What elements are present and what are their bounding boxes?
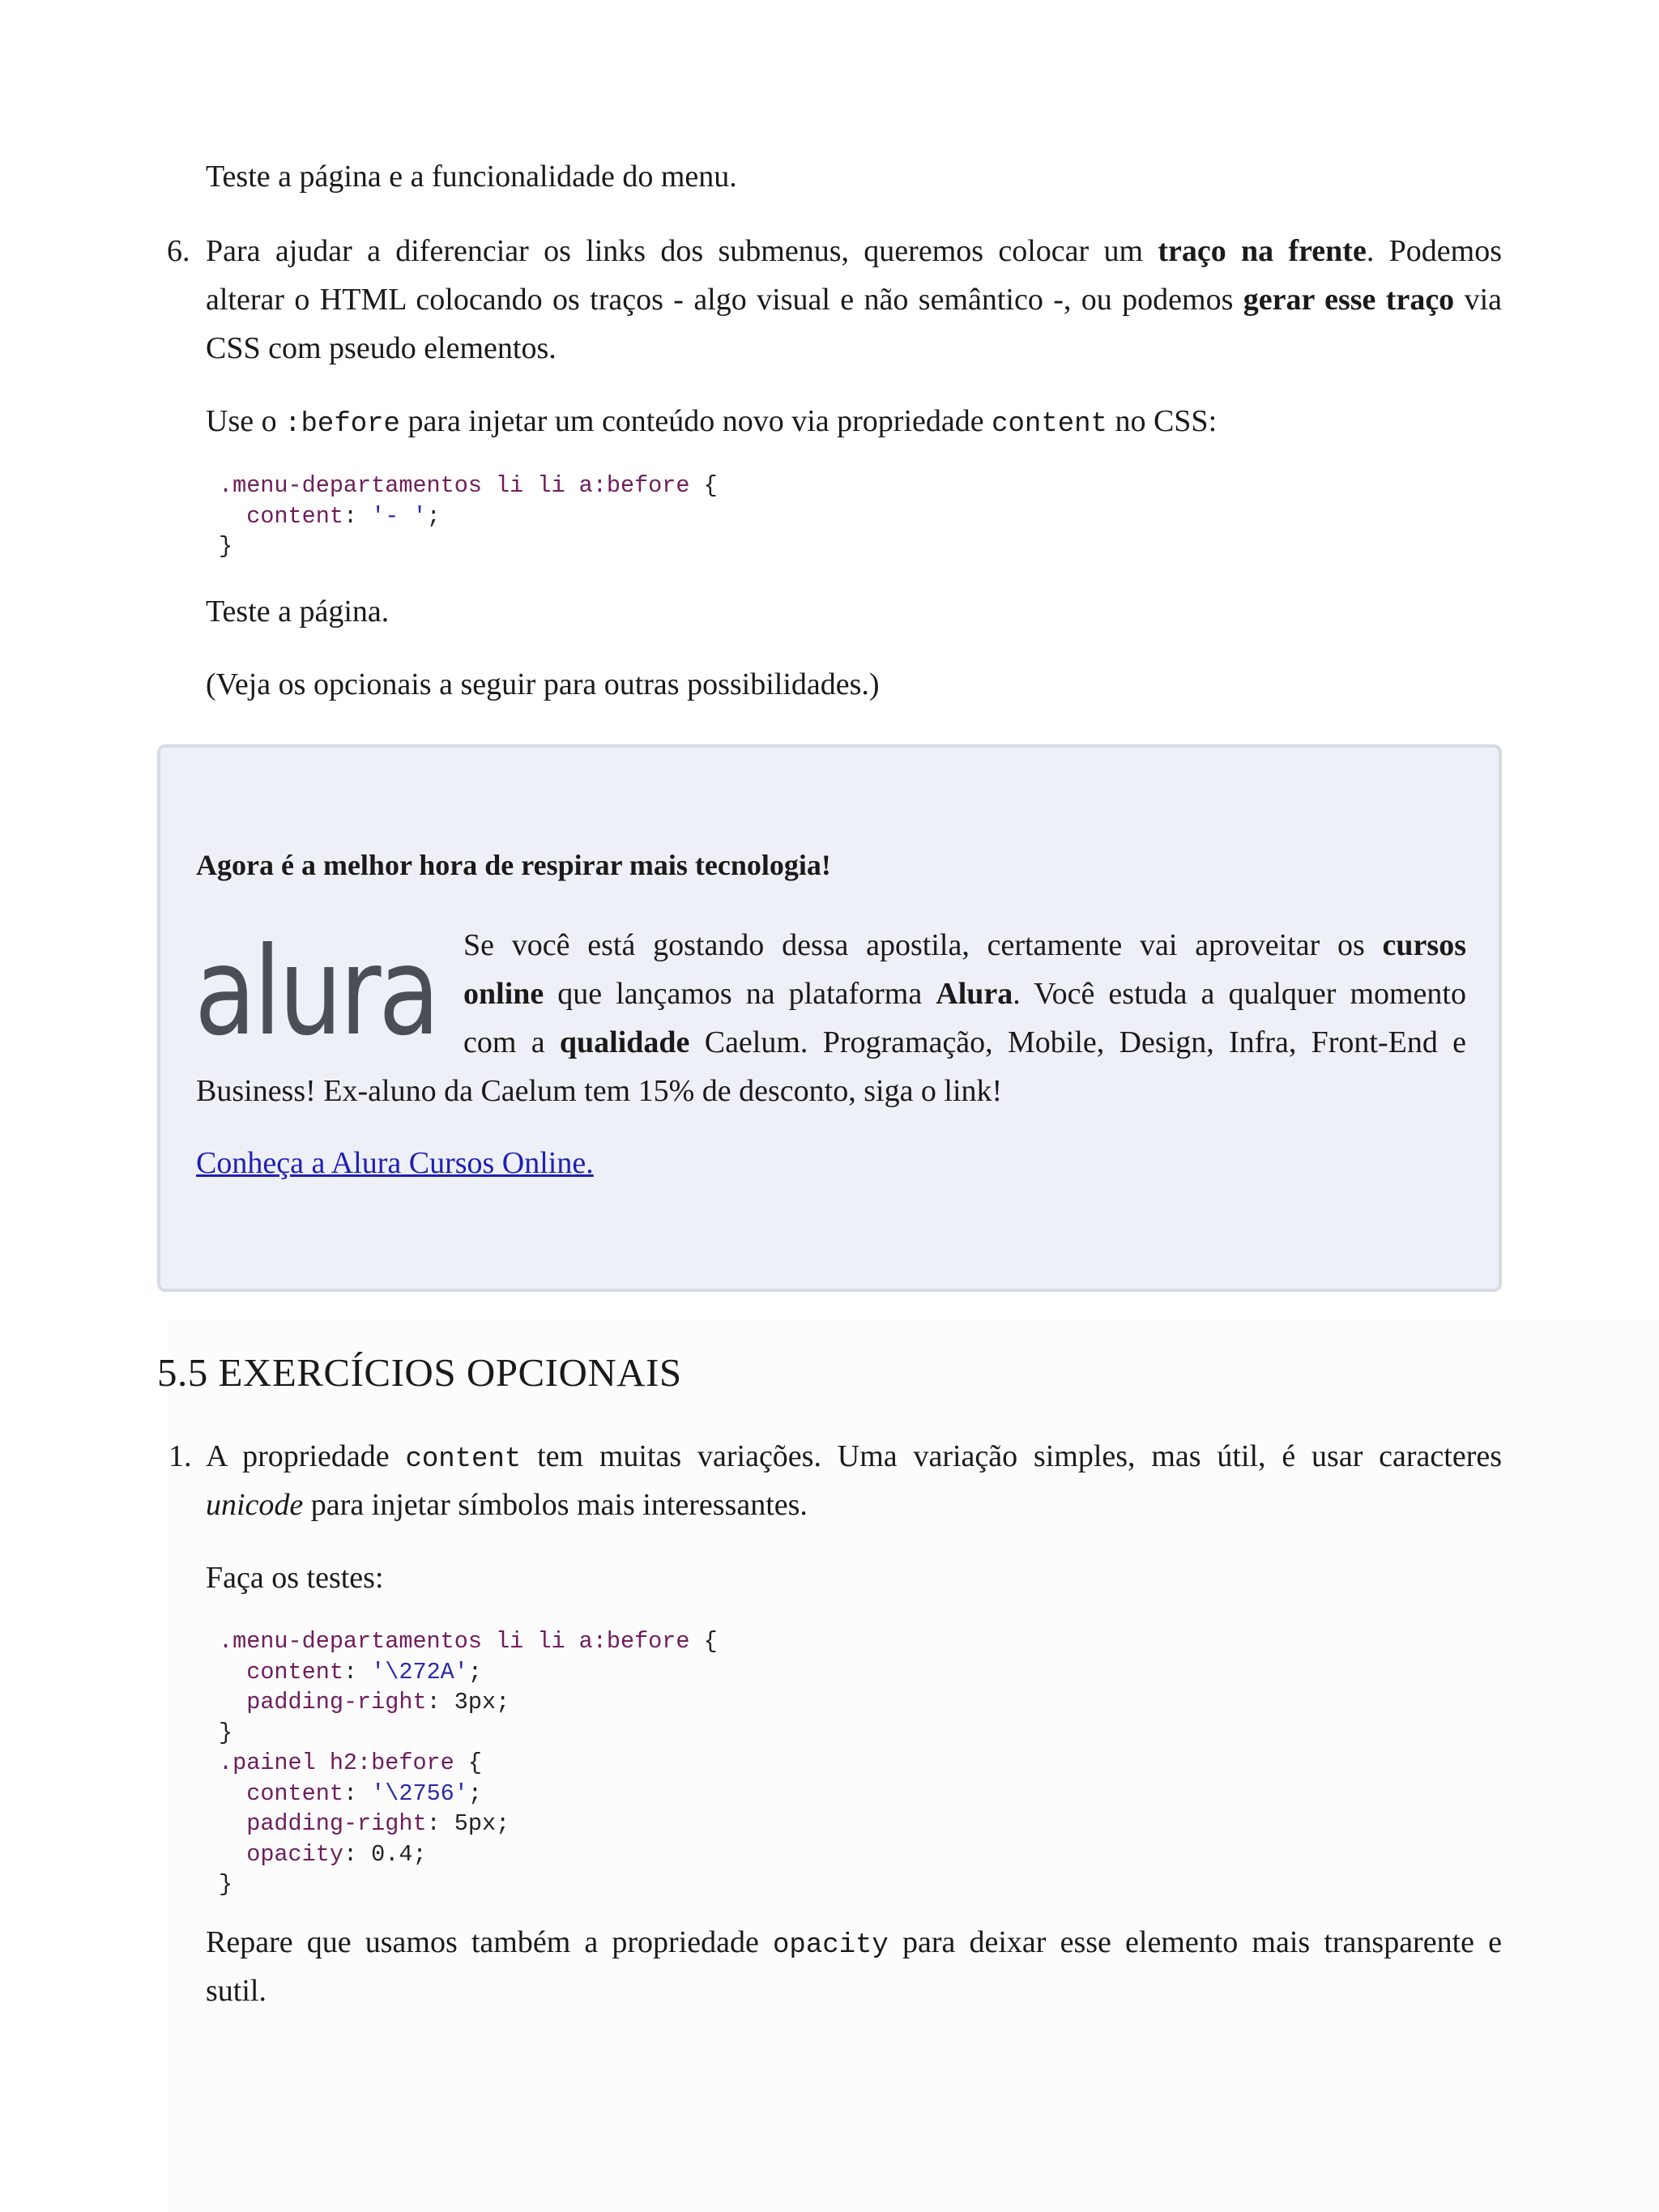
note-line2: sutil. (206, 1974, 267, 2008)
text: no CSS: (1107, 404, 1218, 438)
text: Para ajudar a diferenciar os links dos submenus, queremos colocar um (206, 234, 1158, 268)
tests-text: Faça os testes: (206, 1561, 384, 1595)
text: alterar o HTML colocando os traços - algo visual e não semântico -, ou podemos (206, 283, 1243, 317)
bold-text: cursos (1382, 928, 1466, 962)
text: . Podemos (1366, 234, 1502, 268)
code-value: 0.4 (371, 1840, 413, 1868)
code-value: '- ' (371, 502, 427, 530)
promo-line1 (463, 921, 1466, 970)
text: Se você está gostando dessa apostila, certamente vai aproveitar os (463, 928, 1383, 962)
code-property: content (246, 1779, 343, 1807)
text: para injetar um conteúdo novo via propriedade (399, 404, 992, 438)
code-property: content (246, 502, 343, 530)
text: via (1454, 283, 1503, 317)
text: Use o (206, 404, 285, 438)
bold-text: online (463, 977, 544, 1011)
code-selector: .menu-departamentos li li a:before (219, 472, 690, 499)
inline-code: content (405, 1444, 522, 1475)
bold-text: Alura (936, 977, 1013, 1011)
promo-line2 (463, 970, 1466, 1018)
code-value: '\272A' (371, 1658, 468, 1686)
code-selector: .menu-departamentos li li a:before (219, 1628, 690, 1655)
inline-code: content (992, 409, 1107, 440)
test-page-text: Teste a página. (206, 595, 390, 629)
code-value: 5px (454, 1810, 497, 1837)
section-heading: 5.5 EXERCÍCIOS OPCIONAIS (157, 1350, 682, 1395)
text: para deixar esse elemento mais transparente e (888, 1925, 1503, 1959)
italic-text: unicode (206, 1488, 304, 1522)
text: que lançamos na plataforma (544, 977, 936, 1011)
see-optionals-text: (Veja os opcionais a seguir para outras possibilidades.) (206, 667, 880, 701)
test-menu-text: Teste a página e a funcionalidade do menu. (206, 160, 737, 194)
code-block-before: .menu-departamentos li li a:before { content: '- '; } (219, 472, 718, 560)
alura-link[interactable]: Conheça a Alura Cursos Online. (196, 1146, 594, 1180)
code-property: opacity (246, 1840, 343, 1868)
text: para injetar símbolos mais interessantes. (303, 1488, 808, 1522)
bold-text: traço na frente (1158, 234, 1367, 268)
bold-text: gerar esse traço (1243, 283, 1455, 317)
code-brace: } (219, 533, 233, 560)
text: tem muitas variações. Uma variação simples, mas útil, é usar caracteres (521, 1439, 1503, 1473)
code-selector: .painel h2:before (219, 1750, 454, 1776)
step-number: 6. (167, 234, 190, 268)
step6-line2 (206, 275, 1502, 324)
code-property: content (246, 1658, 343, 1686)
promo-line4: Business! Ex-aluno da Caelum tem 15% de desconto, siga o link! (196, 1074, 1003, 1108)
item1-line1 (206, 1432, 1502, 1484)
text: A propriedade (206, 1439, 406, 1473)
bold-text: qualidade (559, 1025, 690, 1059)
code-property: padding-right (246, 1689, 427, 1715)
alura-logo (194, 930, 437, 1051)
code-property: padding-right (246, 1810, 427, 1837)
use-before-text (206, 397, 1217, 449)
code-block-unicode: .menu-departamentos li li a:before { content: '\272A'; padding-right: 3px; } .painel h2:before { content: '\2756'; padding-right: 5px; opacity: 0.4; } (219, 1628, 718, 1898)
item1-line2 (206, 1481, 808, 1529)
text: Caelum. Programação, Mobile, Design, Infra, Front-End e (689, 1025, 1466, 1059)
code-value: '\2756' (371, 1779, 468, 1807)
text: Repare que usamos também a propriedade (206, 1925, 774, 1959)
alura-logo-text: alura (194, 930, 437, 1051)
note-line1 (206, 1918, 1502, 1970)
promo-title: Agora é a melhor hora de respirar mais tecnologia! (196, 849, 831, 881)
code-value: 3px (454, 1689, 497, 1715)
step6-line3: CSS com pseudo elementos. (206, 331, 557, 365)
promo-line3 (463, 1018, 1466, 1067)
text: com a (463, 1025, 560, 1059)
item-number: 1. (168, 1439, 192, 1473)
text: . Você estuda a qualquer momento (1013, 977, 1466, 1011)
inline-code: :before (284, 409, 400, 440)
inline-code: opacity (773, 1930, 889, 1961)
code-brace: { (689, 472, 718, 499)
step6-line1 (206, 227, 1502, 275)
